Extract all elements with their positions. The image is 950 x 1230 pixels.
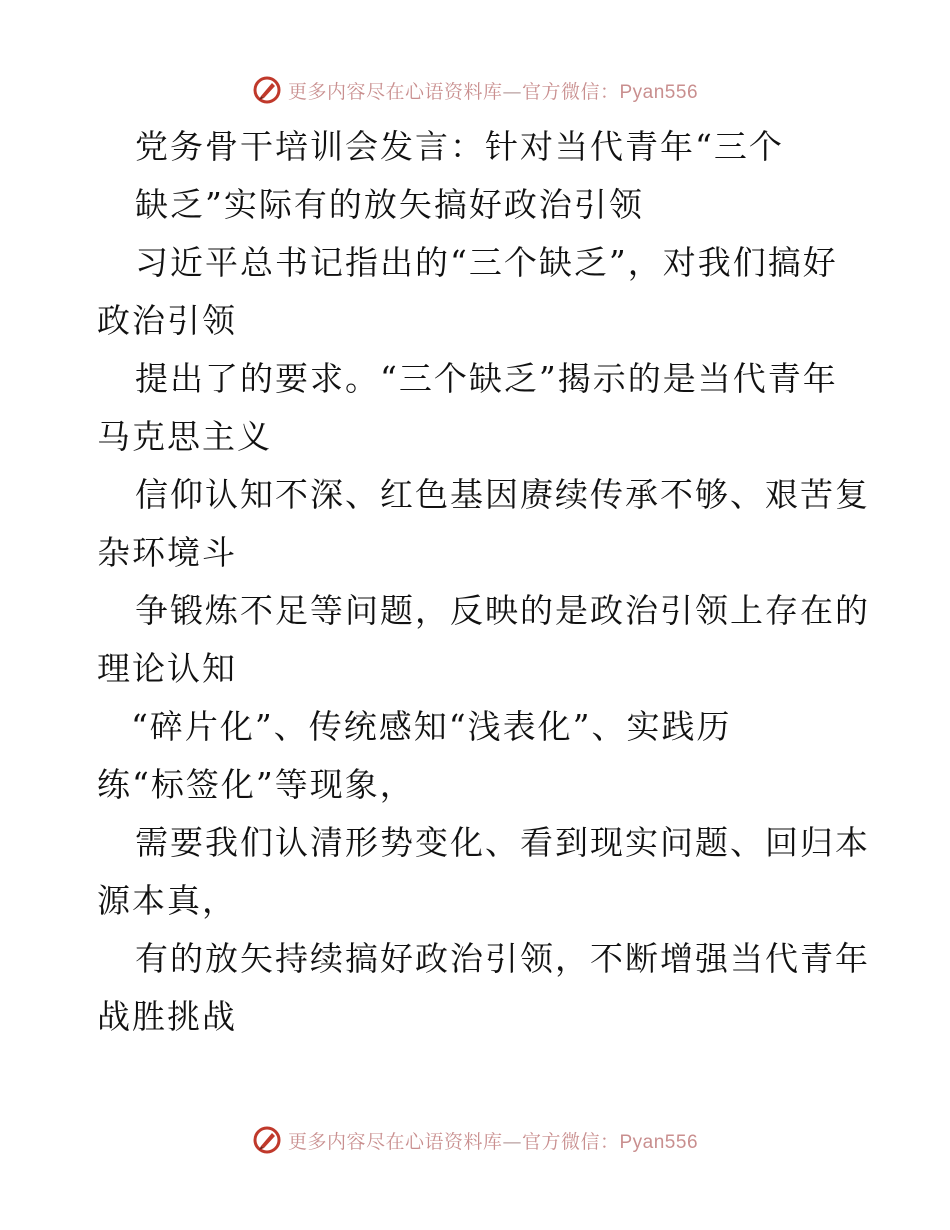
pen-logo-icon: [252, 75, 282, 105]
doc-paragraph-line: 有的放矢持续搞好政治引领，不断增强当代青年: [135, 939, 870, 978]
doc-paragraph-line: 理论认知: [97, 649, 237, 688]
doc-paragraph-line: 习近平总书记指出的“三个缺乏”，对我们搞好: [135, 243, 838, 282]
doc-paragraph-line: 马克思主义: [97, 417, 272, 456]
footer-watermark: [0, 1120, 950, 1160]
watermark-text: [288, 77, 698, 104]
watermark-account: Pyan556: [619, 81, 699, 103]
doc-paragraph-line: 杂环境斗: [97, 533, 237, 572]
watermark-separator: —: [502, 80, 522, 103]
watermark-site: 更多内容尽在心语资料库: [287, 80, 503, 103]
doc-paragraph-line: 源本真，: [97, 881, 237, 920]
doc-paragraph-line: 政治引领: [97, 301, 237, 340]
doc-paragraph-line: “碎片化”、传统感知“浅表化”、实践历: [131, 707, 732, 746]
watermark-wechat-label: 官方微信：: [521, 80, 620, 103]
watermark-site: 更多内容尽在心语资料库: [287, 1130, 503, 1153]
doc-paragraph-line: 提出了的要求。“三个缺乏”揭示的是当代青年: [135, 359, 838, 398]
watermark-separator: —: [502, 1130, 522, 1153]
watermark-text: [288, 1127, 698, 1154]
document-body: [97, 118, 870, 1046]
pen-logo-icon: [252, 1125, 282, 1155]
doc-title-line-2: 缺乏”实际有的放矢搞好政治引领: [135, 185, 644, 224]
doc-paragraph-line: 练“标签化”等现象，: [97, 765, 415, 804]
doc-paragraph-line: 争锻炼不足等问题，反映的是政治引领上存在的: [135, 591, 870, 630]
doc-title-line-1: 党务骨干培训会发言：针对当代青年“三个: [135, 127, 784, 166]
header-watermark: [0, 70, 950, 110]
doc-paragraph-line: 需要我们认清形势变化、看到现实问题、回归本: [135, 823, 870, 862]
doc-paragraph-line: 信仰认知不深、红色基因赓续传承不够、艰苦复: [135, 475, 870, 514]
watermark-account: Pyan556: [619, 1131, 699, 1153]
watermark-wechat-label: 官方微信：: [521, 1130, 620, 1153]
doc-paragraph-line: 战胜挑战: [97, 997, 237, 1036]
